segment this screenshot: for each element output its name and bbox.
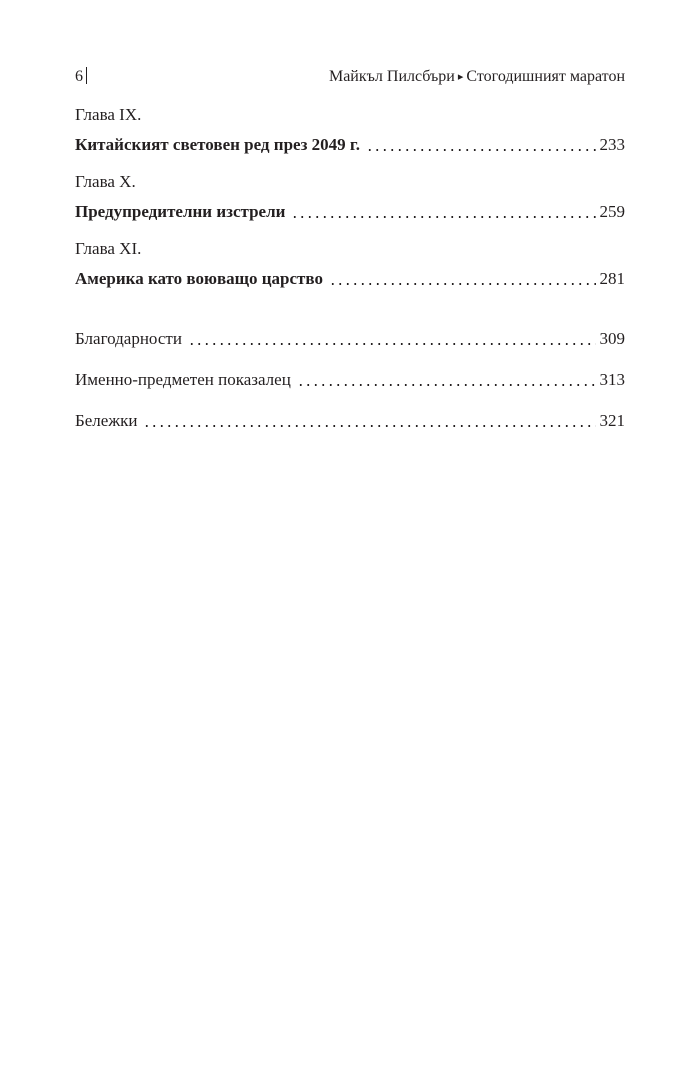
toc-entry (75, 268, 625, 290)
toc-entry (75, 201, 625, 223)
page-reference: 233 (599, 135, 625, 154)
dot-leader (297, 384, 596, 386)
toc-entry-notes (75, 410, 625, 432)
running-title (329, 66, 625, 88)
chapter-label: Глава XI. (75, 239, 142, 258)
entry-title: Именно-предметен показалец (75, 370, 291, 389)
toc-chapter-9 (75, 104, 625, 156)
page-reference: 281 (599, 269, 625, 288)
chapter-title: Предупредителни изстрели (75, 202, 286, 221)
chapter-title: Китайският световен ред през 2049 г. (75, 135, 360, 154)
dot-leader (291, 216, 595, 218)
chapter-label: Глава X. (75, 172, 136, 191)
table-of-contents (75, 104, 625, 451)
chapter-title: Америка като воюващо царство (75, 269, 323, 288)
toc-entry-index (75, 369, 625, 391)
page-number-text: 6 (75, 68, 83, 85)
toc-chapter-10 (75, 171, 625, 223)
page-reference: 259 (599, 202, 625, 221)
toc-entry-acknowledgements (75, 328, 625, 350)
page-reference: 313 (599, 370, 625, 389)
dot-leader (143, 425, 595, 427)
page-reference: 321 (599, 411, 625, 430)
entry-title: Благодарности (75, 329, 182, 348)
author-name: Майкъл Пилсбъри (328, 68, 455, 85)
book-title: Стогодишният маратон (466, 68, 625, 85)
page-reference: 309 (599, 329, 625, 348)
toc-entry (75, 134, 625, 156)
dot-leader (188, 343, 596, 345)
triangle-right-icon: ▸ (457, 71, 464, 83)
toc-chapter-11 (75, 238, 625, 290)
page-number (75, 66, 87, 88)
chapter-label: Глава IX. (75, 105, 142, 124)
dot-leader (329, 283, 596, 285)
entry-title: Бележки (75, 411, 138, 430)
page-number-divider (86, 67, 87, 84)
dot-leader (366, 149, 596, 151)
back-matter-list (75, 328, 625, 432)
running-head (75, 66, 625, 88)
